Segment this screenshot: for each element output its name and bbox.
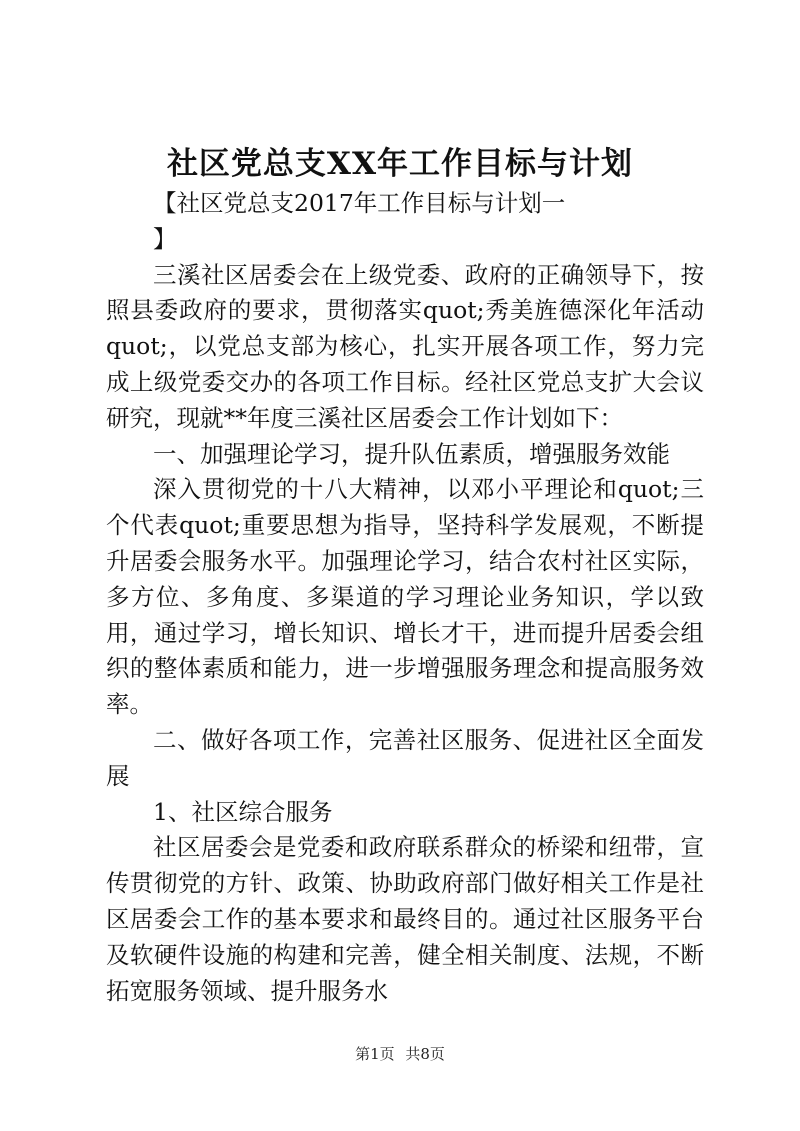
page-total: 共8页 xyxy=(405,1045,445,1063)
subtitle-line-1: 【社区党总支2017年工作目标与计划一 xyxy=(153,189,566,217)
document-body xyxy=(106,186,704,1009)
page-number: 第1页 xyxy=(355,1045,395,1063)
heading-section-2: 二、做好各项工作，完善社区服务、促进社区全面发展 xyxy=(106,725,704,790)
heading-subsection-1: 1、社区综合服务 xyxy=(153,797,333,826)
document-title: 社区党总支XX年工作目标与计划 xyxy=(166,146,634,182)
page-footer xyxy=(0,1043,800,1064)
paragraph-intro: 三溪社区居委会在上级党委、政府的正确领导下，按照县委政府的要求，贯彻落实quot;秀美旌德深化年活动quot;，以党总支部为核心，扎实开展各项工作，努力完成上级党委交办的各项工作目标。经社区党总支扩大会议研究，现就**年度三溪社区居委会工作计划如下： xyxy=(106,260,704,432)
subtitle-line-2: 】 xyxy=(153,224,177,253)
heading-section-1: 一、加强理论学习，提升队伍素质，增强服务效能 xyxy=(153,439,670,468)
paragraph-section-1: 深入贯彻党的十八大精神，以邓小平理论和quot;三个代表quot;重要思想为指导，坚持科学发展观，不断提升居委会服务水平。加强理论学习，结合农村社区实际，多方位、多角度、多渠道的学习理论业务知识，学以致用，通过学习，增长知识、增长才干，进而提升居委会组织的整体素质和能力，进一步增强服务理念和提高服务效率。 xyxy=(106,475,704,719)
paragraph-subsection-1: 社区居委会是党委和政府联系群众的桥梁和纽带，宣传贯彻党的方针、政策、协助政府部门做好相关工作是社区居委会工作的基本要求和最终目的。通过社区服务平台及软硬件设施的构建和完善，健全相关制度、法规，不断拓宽服务领域、提升服务水 xyxy=(106,833,704,1005)
